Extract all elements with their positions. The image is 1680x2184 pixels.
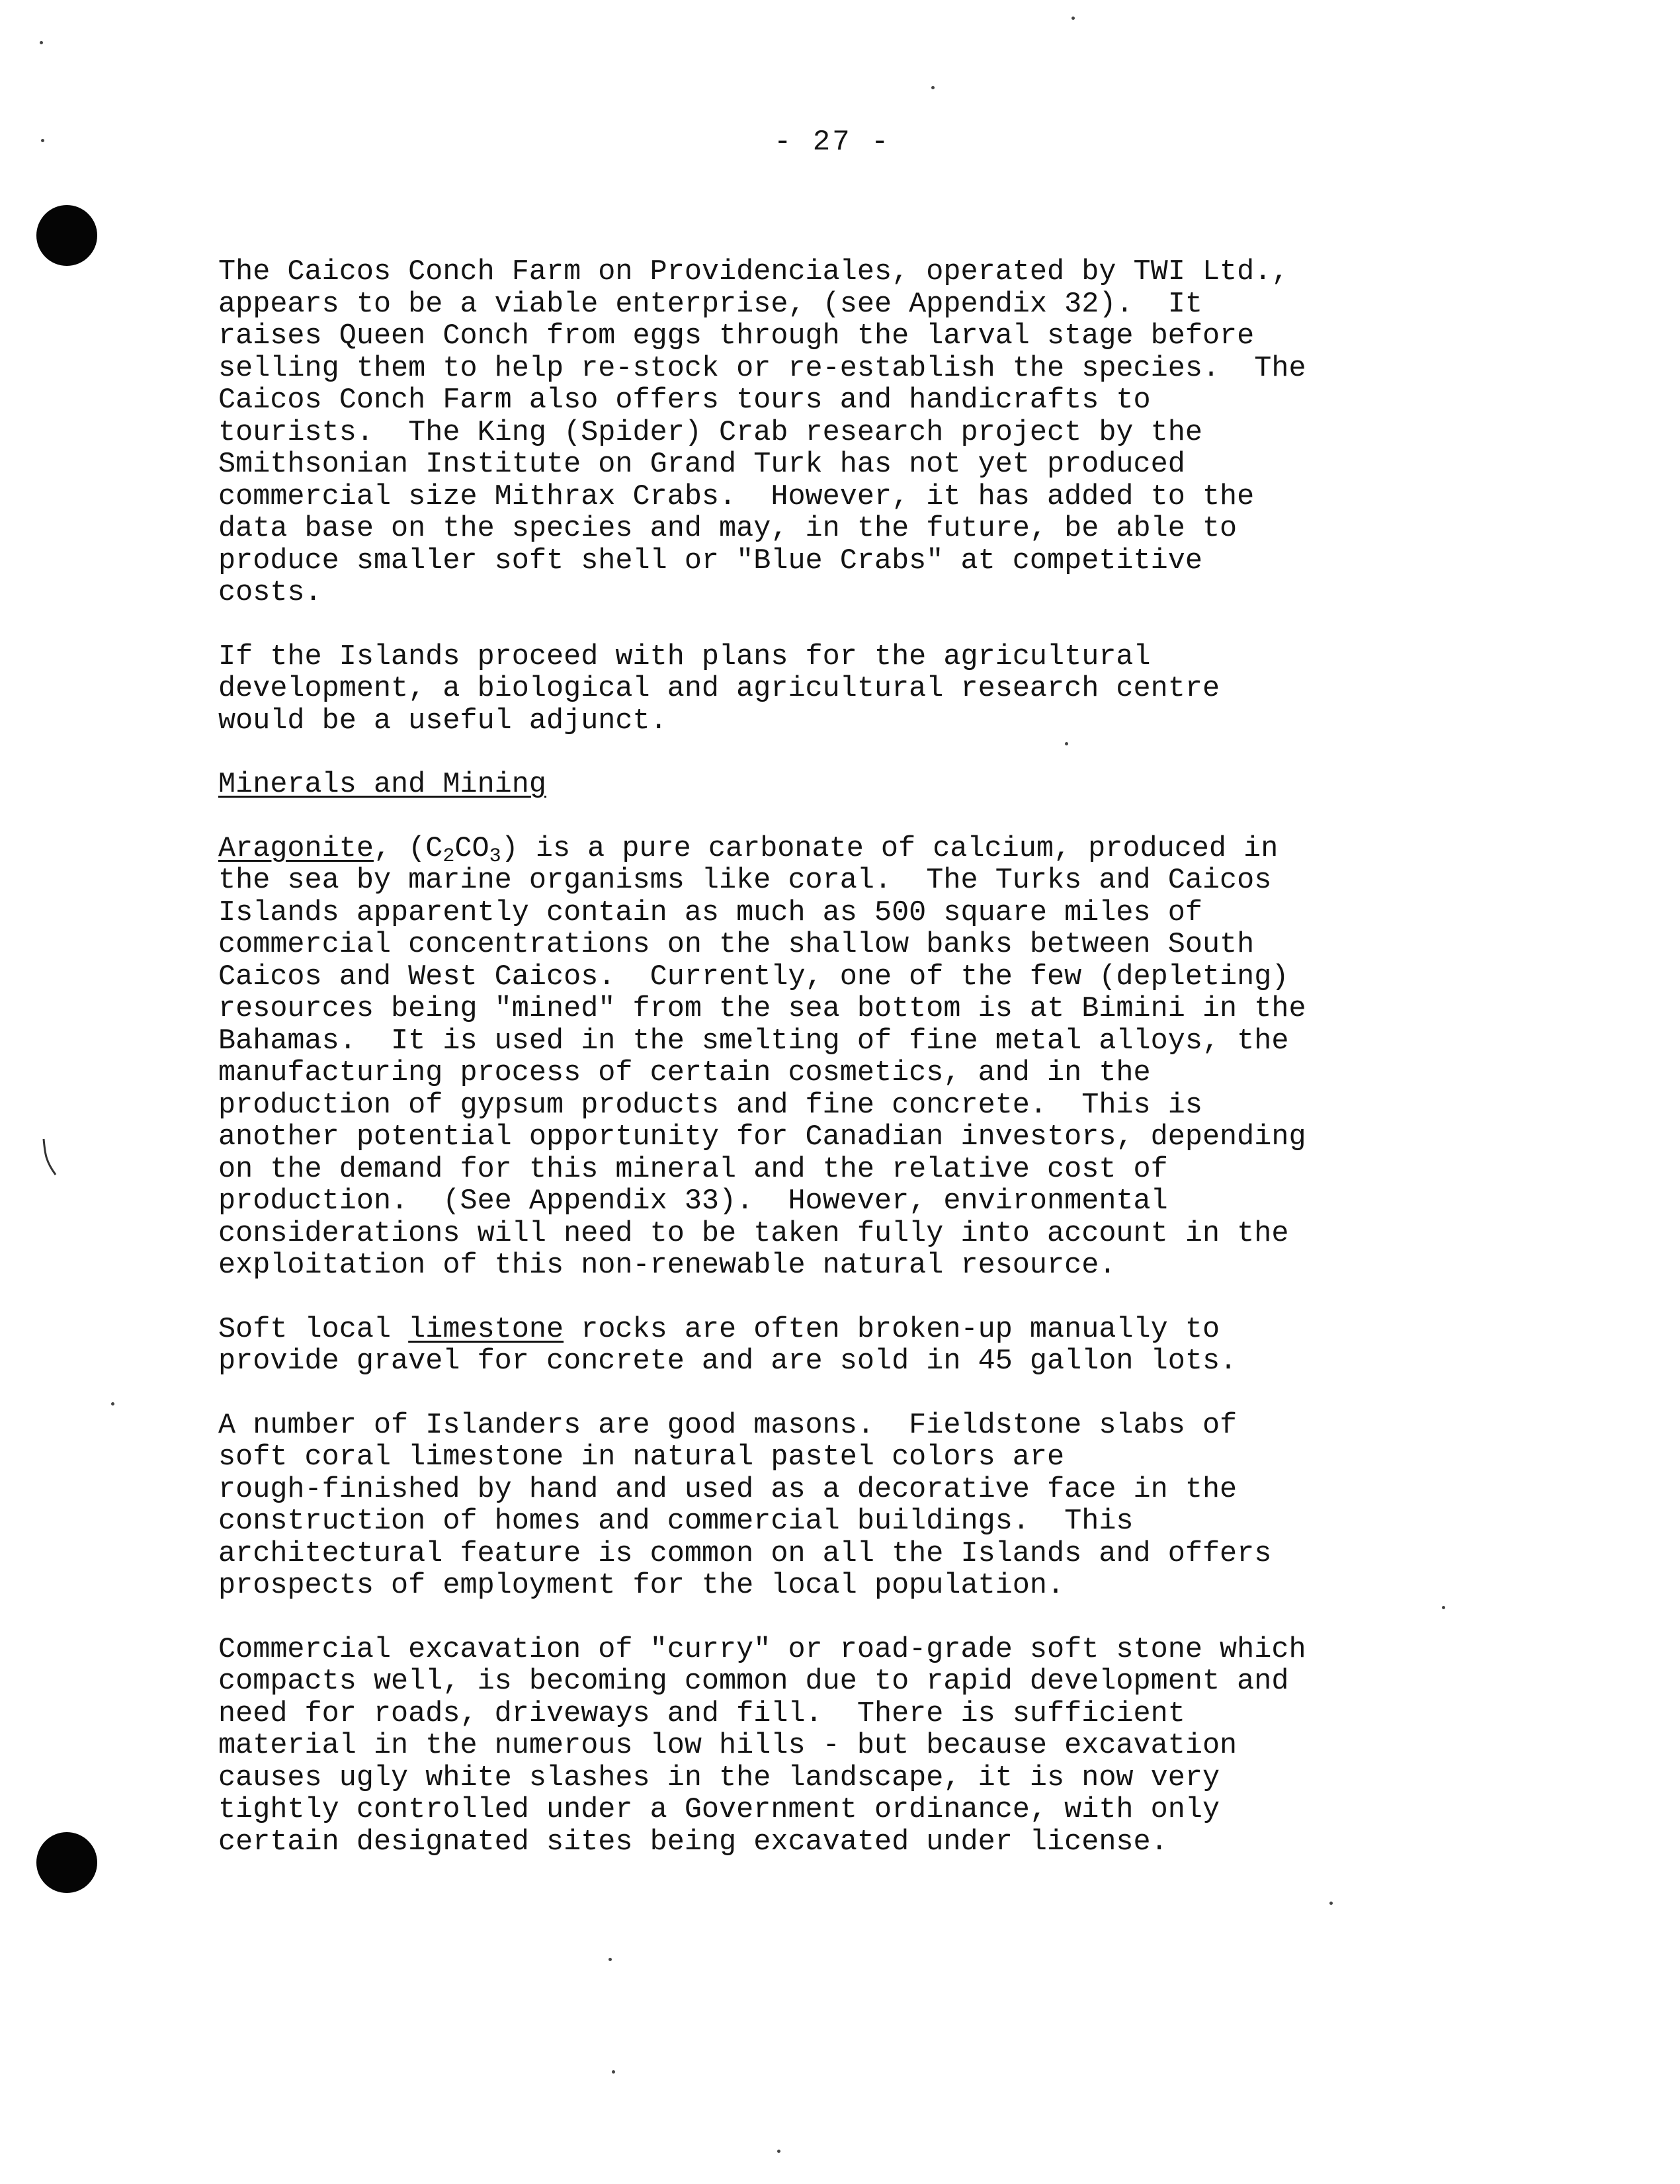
document-body — [218, 257, 1515, 1890]
text-line: causes ugly white slashes in the landscape, it is now very — [218, 1761, 1220, 1794]
text-line: The Caicos Conch Farm on Providenciales, operated by TWI Ltd., — [218, 256, 1289, 288]
scan-speck — [41, 139, 44, 142]
text-line — [218, 1314, 1515, 1347]
paragraph-curry-excavation — [218, 1634, 1515, 1859]
paragraph-aragonite — [218, 833, 1515, 1282]
text-line: considerations will need to be taken fully into account in the — [218, 1217, 1289, 1250]
punch-hole-bottom — [36, 1832, 97, 1893]
text-line: commercial size Mithrax Crabs. However, it has added to the — [218, 480, 1255, 513]
text-line: construction of homes and commercial buildings. This — [218, 1505, 1134, 1538]
paragraph-limestone — [218, 1314, 1515, 1378]
text-line: exploitation of this non-renewable natural resource. — [218, 1249, 1116, 1282]
text-line: provide gravel for concrete and are sold in 45 gallon lots. — [218, 1345, 1238, 1378]
text-line: Bahamas. It is used in the smelting of fine metal alloys, the — [218, 1025, 1289, 1058]
text-line — [218, 833, 1515, 866]
scan-mark — [41, 1138, 60, 1177]
text-line: If the Islands proceed with plans for the agricultural — [218, 640, 1151, 673]
scan-speck — [612, 2070, 615, 2074]
text-line: another potential opportunity for Canadian investors, depending — [218, 1121, 1306, 1154]
text-line: material in the numerous low hills - but because excavation — [218, 1730, 1238, 1762]
text-line: architectural feature is common on all the Islands and offers — [218, 1537, 1272, 1570]
text-line: appears to be a viable enterprise, (see Appendix 32). It — [218, 288, 1202, 321]
text-line: production of gypsum products and fine concrete. This is — [218, 1089, 1202, 1122]
text-line: production. (See Appendix 33). However, environmental — [218, 1185, 1168, 1218]
scan-speck — [111, 1402, 114, 1406]
text-line: data base on the species and may, in the future, be able to — [218, 513, 1238, 545]
page-number: - 27 - — [774, 126, 891, 159]
text-line: need for roads, driveways and fill. There is sufficient — [218, 1697, 1185, 1730]
text-line: resources being "mined" from the sea bottom is at Bimini in the — [218, 993, 1306, 1025]
section-heading-minerals: Minerals and Mining — [218, 769, 546, 801]
paragraph-conch-farm — [218, 257, 1515, 610]
text-line: raises Queen Conch from eggs through the larval stage before — [218, 320, 1255, 353]
text-line: rough-finished by hand and used as a decorative face in the — [218, 1473, 1238, 1506]
text-line: tightly controlled under a Government ordinance, with only — [218, 1794, 1220, 1826]
scan-speck — [931, 86, 935, 89]
text-line: Smithsonian Institute on Grand Turk has not yet produced — [218, 448, 1185, 481]
scan-speck — [1329, 1902, 1333, 1905]
text-line: Islands apparently contain as much as 500 square miles of — [218, 896, 1202, 929]
paragraph-research-centre — [218, 642, 1515, 738]
punch-hole-top — [36, 205, 97, 266]
text-line: would be a useful adjunct. — [218, 704, 667, 737]
text-line: manufacturing process of certain cosmetics, and in the — [218, 1057, 1151, 1089]
formula-subscript: 3 — [489, 845, 501, 868]
text-line: the sea by marine organisms like coral. The Turks and Caicos — [218, 864, 1272, 897]
text-line: on the demand for this mineral and the relative cost of — [218, 1153, 1168, 1186]
text-line: produce smaller soft shell or "Blue Crabs" at competitive — [218, 544, 1202, 577]
scan-speck — [40, 41, 43, 44]
scan-speck — [1071, 17, 1075, 20]
text-line: commercial concentrations on the shallow banks between South — [218, 929, 1255, 961]
text-line: compacts well, is becoming common due to rapid development and — [218, 1665, 1289, 1698]
text-line: costs. — [218, 577, 322, 609]
text-line: Caicos Conch Farm also offers tours and handicrafts to — [218, 384, 1151, 417]
formula-subscript: 2 — [442, 845, 455, 868]
formula-open: , (C — [373, 832, 443, 865]
term-limestone: limestone — [408, 1313, 564, 1346]
text-line: certain designated sites being excavated under license. — [218, 1826, 1168, 1859]
paragraph-masons — [218, 1410, 1515, 1603]
text-line: tourists. The King (Spider) Crab research project by the — [218, 416, 1202, 449]
text-line: A number of Islanders are good masons. Fieldstone slabs of — [218, 1409, 1238, 1442]
text-line: selling them to help re-stock or re-establish the species. The — [218, 352, 1306, 385]
text-fragment: Soft local — [218, 1313, 409, 1346]
scan-speck — [777, 2150, 780, 2153]
text-fragment: ) is a pure carbonate of calcium, produced in — [501, 832, 1279, 865]
text-fragment: rocks are often broken-up manually to — [564, 1313, 1220, 1346]
text-line: prospects of employment for the local population. — [218, 1570, 1065, 1602]
scan-speck — [609, 1958, 612, 1961]
text-line: Commercial excavation of "curry" or road-grade soft stone which — [218, 1633, 1306, 1666]
text-line: soft coral limestone in natural pastel colors are — [218, 1441, 1065, 1474]
formula-mid: CO — [454, 832, 489, 865]
text-line: development, a biological and agricultural research centre — [218, 673, 1220, 705]
text-line: Caicos and West Caicos. Currently, one of the few (depleting) — [218, 960, 1289, 993]
term-aragonite: Aragonite — [218, 832, 374, 865]
